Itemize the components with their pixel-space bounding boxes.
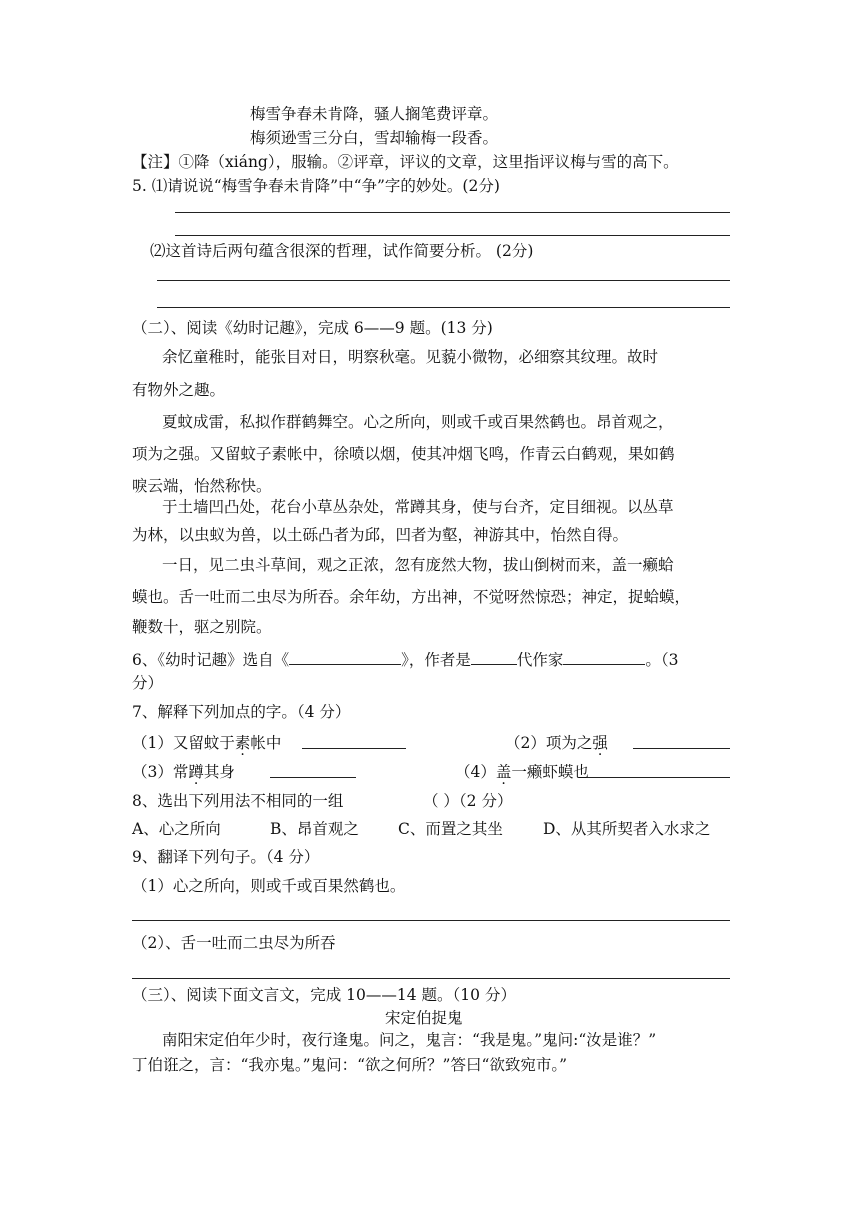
passage-line: 蟆也。舌一吐而二虫尽为所吞。余年幼，方出神，不觉呀然惊恐；神定，捉蛤蟆， [132,588,691,606]
dotted-character: 蹲 [188,763,204,781]
question-7-item-3 [132,762,235,782]
passage-line: 唳云端，怡然称快。 [132,477,272,495]
question-7-item-4 [455,762,589,782]
passage-line: 丁伯诳之，言：“我亦鬼。”鬼问：“欲之何所？”答曰“欲致宛市。” [132,1056,568,1074]
passage-line: 为林，以虫蚁为兽，以土砾凸者为邱，凹者为壑，神游其中，怡然自得。 [132,526,629,544]
option-b: B、昂首观之 [270,820,359,838]
question-6-text-b: 》，作者是 [401,651,471,669]
section-2-header: （二）、阅读《幼时记趣》，完成 6——9 题。(13 分) [132,319,493,337]
question-6-text-d: 。（3 [645,651,679,669]
section-3-title: 宋定伯捉鬼 [385,1009,463,1027]
question-8-answer-parens[interactable]: （ ）（2 分） [423,792,513,810]
question-6 [132,648,679,670]
option-a: A、心之所向 [132,820,221,838]
question-8-title: 8、选出下列用法不相同的一组 [132,792,344,810]
question-7-title: 7、解释下列加点的字。（4 分） [132,703,351,721]
dotted-character: 素 [234,734,251,752]
answer-line[interactable] [132,978,730,979]
answer-line[interactable] [302,748,406,749]
item-text: （4） [455,763,496,781]
section-3-header: （三）、阅读下面文言文，完成 10——14 题。（10 分） [132,986,516,1004]
passage-line: 鞭数十，驱之别院。 [132,618,272,636]
item-text: 一癞虾蟆也 [511,763,589,781]
item-text: （3）常 [132,763,189,781]
question-7-item-2 [505,733,608,753]
question-9-title: 9、翻译下列句子。（4 分） [132,848,320,866]
item-text: 帐中 [250,734,282,752]
option-c: C、而置之其坐 [398,820,503,838]
item-text: （1）又留蚊于 [132,734,235,752]
answer-line [175,212,730,213]
passage-line: 有物外之趣。 [132,381,226,399]
question-6-text-a: 6、《幼时记趣》选自《 [132,651,290,669]
answer-line[interactable] [132,920,730,921]
question-7-item-1 [132,733,281,753]
question-6-score: 分） [132,674,164,692]
answer-blank-dynasty[interactable] [471,648,517,665]
item-text: 其身 [203,763,235,781]
question-9-sentence-2: （2）、舌一吐而二虫尽为所吞 [132,934,336,952]
question-5-part-1: 5. ⑴请说说“梅雪争春未肯降”中“争”字的妙处。(2分) [132,177,500,195]
option-d: D、从其所契者入水求之 [543,820,711,838]
dotted-character: 盖 [495,763,512,781]
item-text: （2）项为之 [505,734,593,752]
answer-line[interactable] [270,777,356,778]
poem-note: 【注】①降（xiáng），服输。②评章，评议的文章，这里指评议梅与雪的高下。 [132,153,679,171]
answer-line[interactable] [633,748,730,749]
question-5-part-2: ⑵这首诗后两句蕴含很深的哲理，试作简要分析。 (2分) [150,242,534,260]
passage-line: 一日，见二虫斗草间，观之正浓，忽有庞然大物，拔山倒树而来，盖一癞蛤 [162,556,674,574]
question-6-text-c: 代作家 [516,651,564,669]
passage-line: 项为之强。又留蚊子素帐中，徐喷以烟，使其冲烟飞鸣，作青云白鹤观，果如鹤 [132,445,675,463]
answer-line [175,235,730,236]
passage-line: 夏蚊成雷，私拟作群鹤舞空。心之所向，则或千或百果然鹤也。昂首观之， [162,413,674,431]
answer-blank-book[interactable] [289,648,401,665]
question-9-sentence-1: （1）心之所向，则或千或百果然鹤也。 [132,877,406,895]
passage-line: 于土墙凹凸处，花台小草丛杂处，常蹲其身，使与台齐，定目细视。以丛草 [162,498,674,516]
answer-line[interactable] [587,777,730,778]
poem-line-1: 梅雪争春未肯降，骚人搁笔费评章。 [250,105,499,123]
dotted-character: 强 [592,734,608,752]
answer-line [157,307,730,308]
answer-line [157,280,730,281]
poem-line-2: 梅须逊雪三分白，雪却输梅一段香。 [250,129,499,147]
answer-blank-author[interactable] [563,648,645,665]
passage-line: 南阳宋定伯年少时，夜行逢鬼。问之，鬼言：“我是鬼。”鬼问:“汝是谁？” [162,1031,657,1049]
passage-line: 余忆童稚时，能张目对日，明察秋毫。见藐小微物，必细察其纹理。故时 [162,348,659,366]
